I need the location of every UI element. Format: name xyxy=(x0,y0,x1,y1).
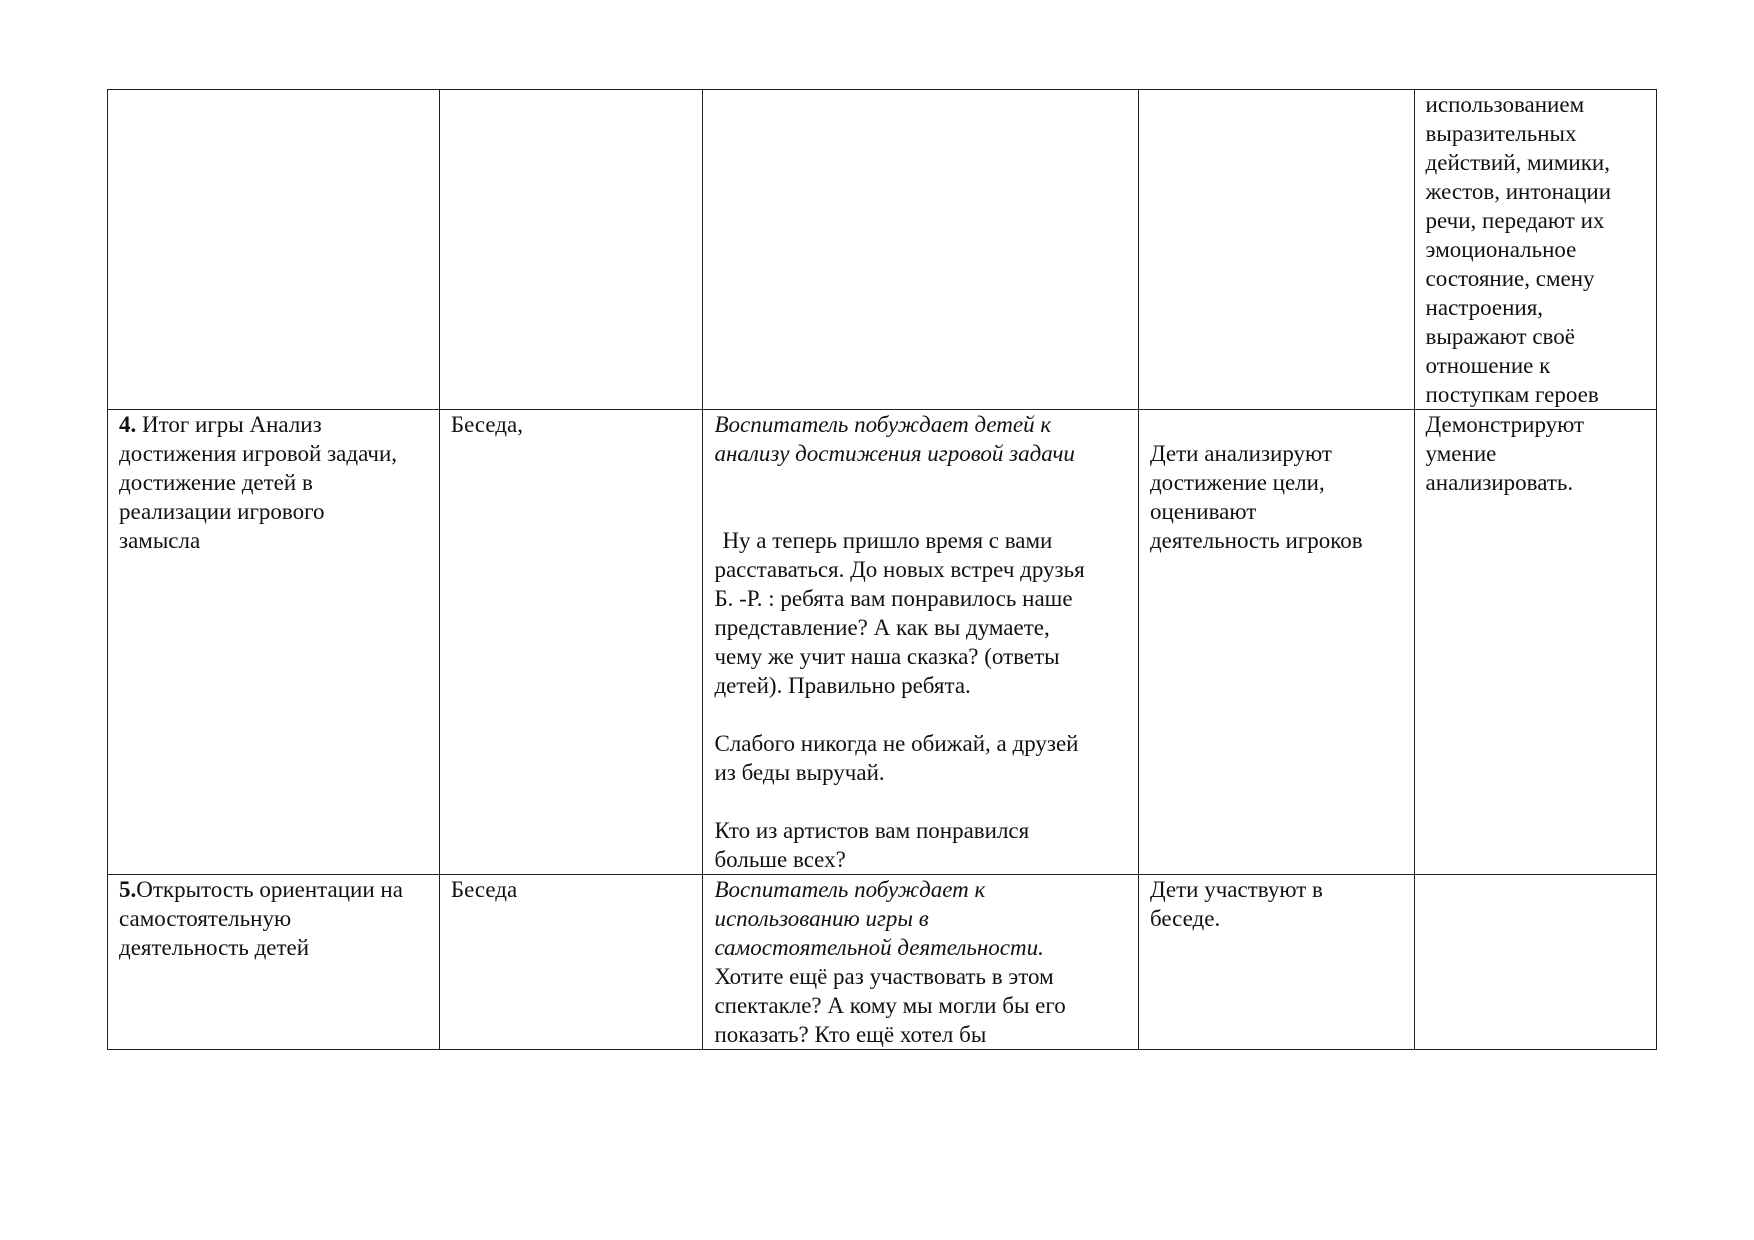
stage-text: Итог игры Анализ достижения игровой задачи, достижение детей в реализации игрового замысла xyxy=(119,412,397,553)
teacher-instruction: Воспитатель побуждает детей к анализу достижения игровой задачи xyxy=(714,412,1075,466)
children-activity-cell xyxy=(1138,90,1414,410)
stage-number: 4. xyxy=(119,412,137,437)
result-cell xyxy=(1414,410,1656,875)
children-text: Дети участвуют в беседе. xyxy=(1149,877,1323,931)
children-text: Дети анализируют достижение цели, оценивают деятельность игроков xyxy=(1149,441,1363,553)
teacher-activity-cell xyxy=(703,90,1139,410)
teacher-speech: Слабого никогда не обижай, а друзей из беды выручай. xyxy=(714,731,1079,785)
children-activity-cell xyxy=(1138,875,1414,1050)
table-row xyxy=(108,90,1657,410)
stage-cell xyxy=(108,875,440,1050)
children-activity-cell xyxy=(1138,410,1414,875)
result-text: Демонстрируют умение анализировать. xyxy=(1425,412,1585,495)
method-cell xyxy=(439,410,703,875)
result-text: использованием выразительных действий, мимики, жестов, интонации речи, передают их эмоциональное состояние, смену настроения, выражают своё отношение к поступкам героев xyxy=(1425,92,1612,407)
table-row xyxy=(108,875,1657,1050)
teacher-speech: Хотите ещё раз участвовать в этом спектакле? А кому мы могли бы его показать? Кто ещё хотел бы xyxy=(714,964,1066,1047)
stage-cell xyxy=(108,90,440,410)
stage-number: 5. xyxy=(119,877,137,902)
result-cell xyxy=(1414,875,1656,1050)
result-cell xyxy=(1414,90,1656,410)
stage-text: Открытость ориентации на самостоятельную деятельность детей xyxy=(119,877,403,960)
method-text: Беседа, xyxy=(450,412,523,437)
teacher-speech: Кто из артистов вам понравился больше всех? xyxy=(714,818,1030,872)
table-row xyxy=(108,410,1657,875)
stage-cell xyxy=(108,410,440,875)
teacher-speech: Ну а теперь пришло время с вами расставаться. До новых встреч друзья Б. -Р. : ребята вам понравилось наше представление? А как вы думаете, чему же учит наша сказка? (ответы детей). Правильно ребята. xyxy=(714,528,1085,698)
teacher-activity-cell xyxy=(703,875,1139,1050)
method-cell xyxy=(439,90,703,410)
teacher-instruction: Воспитатель побуждает к использованию игры в самостоятельной деятельности. xyxy=(714,877,1044,960)
teacher-activity-cell xyxy=(703,410,1139,875)
method-text: Беседа xyxy=(450,877,518,902)
method-cell xyxy=(439,875,703,1050)
lesson-plan-table xyxy=(107,89,1657,1050)
